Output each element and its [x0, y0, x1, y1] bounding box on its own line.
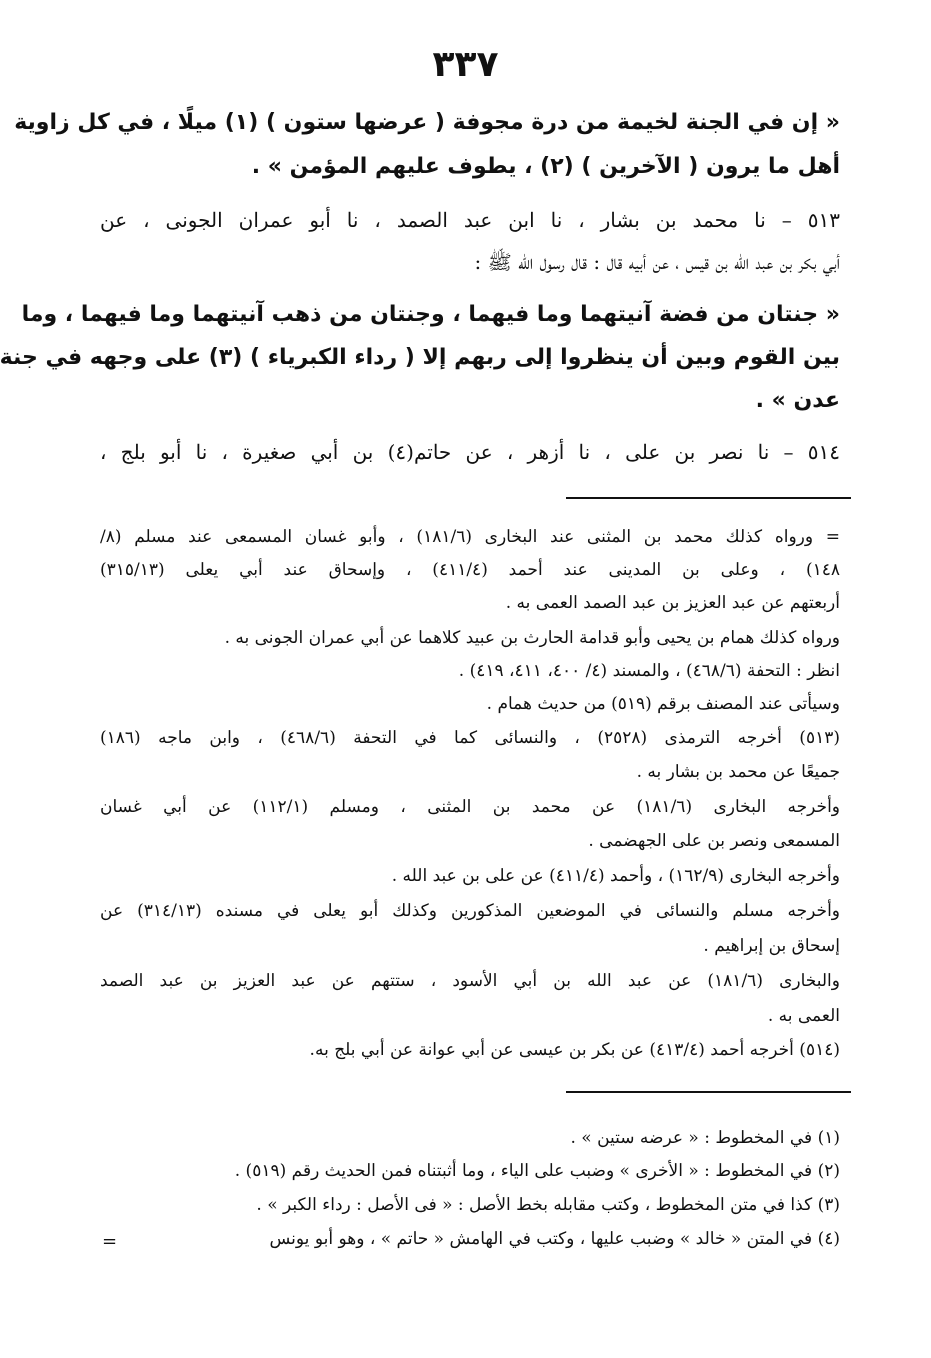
continuation-mark: = [102, 1231, 118, 1252]
note-line-4: ورواه كذلك همام بن يحيى وأبو قدامة الحارث بن عبيد كلاهما عن أبي عمران الجونى به . [224, 628, 840, 648]
footnote-separator-rule [566, 1091, 851, 1093]
hadith-514-line-1: ٥١٤ – نا نصر بن على ، نا أزهر ، عن حاتم(٤) بن أبي صغيرة ، نا أبو بلج ، [100, 440, 840, 464]
note-line-16: (٥١٤) أخرجه أحمد (٤١٣/٤) عن بكر بن عيسى عن أبي عوانة عن أبي بلج به. [309, 1040, 840, 1060]
note-line-15: العمى به . [767, 1006, 840, 1026]
note-line-2: ١٤٨) ، وعلى بن المدينى عند أحمد (٤١١/٤) ، وإسحاق عند أبي يعلى (٣١٥/١٣) [100, 560, 840, 580]
note-line-1: = ورواه كذلك محمد بن المثنى عند البخارى (١٨١/٦) ، وأبو غسان المسمعى عند مسلم (٨/ [100, 527, 841, 547]
hadith-513-line-2: أبي بكر بن عبد الله بن قيس ، عن أبيه قال : قال رسول الله ﷺ : [474, 250, 840, 274]
hadith-513-line-1: ٥١٣ – نا محمد بن بشار ، نا ابن عبد الصمد ، نا أبو عمران الجونى ، عن [100, 208, 840, 232]
note-line-10: المسمعى ونصر بن على الجهضمى . [588, 831, 840, 851]
note-line-6: وسيأتى عند المصنف برقم (٥١٩) من حديث همام . [486, 694, 840, 714]
note-line-13: إسحاق بن إبراهيم . [703, 936, 840, 956]
main-line-5: « جنتان من فضة آنيتهما وما فيهما ، وجنتان من ذهب آنيتهما وما فيهما ، وما [21, 302, 840, 327]
note-line-3: أربعتهم عن عبد العزيز بن عبد الصمد العمى به . [505, 593, 840, 613]
note-line-14: والبخارى (١٨١/٦) عن عبد الله بن أبي الأسود ، ستتهم عن عبد العزيز بن عبد الصمد [100, 971, 840, 991]
separator-rule [566, 497, 851, 499]
main-line-1: « إن في الجنة لخيمة من درة مجوفة ( عرضها ستون ) (١) ميلًا ، في كل زاوية [14, 110, 840, 135]
note-line-7: (٥١٣) أخرجه الترمذى (٢٥٢٨) ، والنسائى كما في التحفة (٤٦٨/٦) ، وابن ماجه (١٨٦) [100, 728, 840, 748]
main-line-6: بين القوم وبين أن ينظروا إلى ربهم إلا ( رداء الكبرياء ) (٣) على وجهه في جنة [0, 345, 840, 370]
page-number: ٣٣٧ [432, 44, 499, 85]
note-line-9: وأخرجه البخارى (١٨١/٦) عن محمد بن المثنى ، ومسلم (١١٢/١) عن أبي غسان [100, 797, 840, 817]
note-line-5: انظر : التحفة (٤٦٨/٦) ، والمسند (٤/ ٤٠٠، ٤١١، ٤١٩) . [458, 661, 840, 681]
note-line-8: جميعًا عن محمد بن بشار به . [636, 762, 840, 782]
main-line-7: عدن » . [755, 388, 840, 413]
footnote-4: (٤) في المتن « خالد » وضبب عليها ، وكتب في الهامش « حاتم » ، وهو أبو يونس [269, 1229, 840, 1249]
note-line-11: وأخرجه البخارى (١٦٢/٩) ، وأحمد (٤١١/٤) عن على بن عبد الله . [391, 866, 840, 886]
note-line-12: وأخرجه مسلم والنسائى في الموضعين المذكورين وكذلك أبو يعلى في مسنده (٣١٤/١٣) عن [100, 901, 841, 921]
footnote-1: (١) في المخطوط : « عرضه ستين » . [570, 1128, 840, 1148]
main-line-2: أهل ما يرون ( الآخرين ) (٢) ، يطوف عليهم المؤمن » . [251, 154, 840, 179]
footnote-2: (٢) في المخطوط : « الأخرى » وضبب على الياء ، وما أثبتناه فمن الحديث رقم (٥١٩) . [234, 1161, 840, 1181]
footnote-3: (٣) كذا في متن المخطوط ، وكتب مقابله بخط الأصل : « فى الأصل : رداء الكبر » . [256, 1195, 840, 1215]
